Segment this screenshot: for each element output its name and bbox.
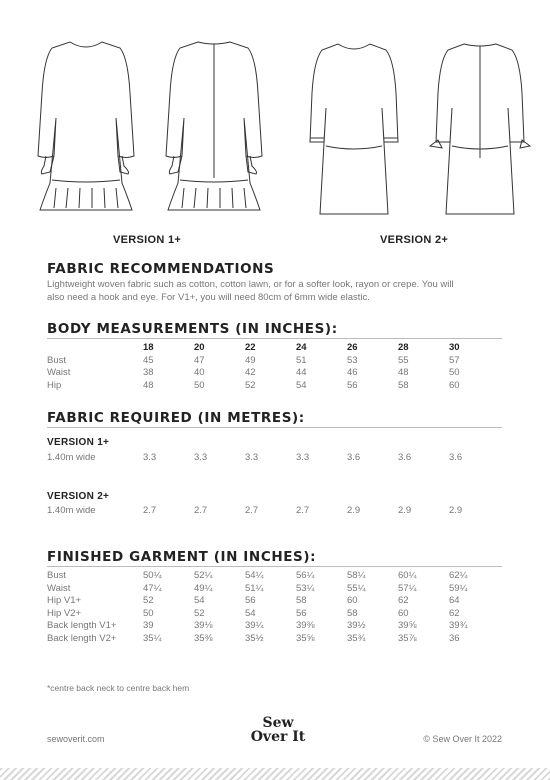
row-label: Hip V2+ <box>47 607 82 619</box>
divider <box>47 338 502 339</box>
row-label: Back length V1+ <box>47 620 117 631</box>
value-cell: 62 <box>449 607 460 619</box>
value-cell: 35⅝ <box>296 632 315 644</box>
divider <box>47 566 502 567</box>
fabric-required-version-1-title: VERSION 1+ <box>47 437 110 448</box>
value-cell: 52 <box>194 607 205 619</box>
value-cell: 58 <box>398 379 409 391</box>
value-cell: 48 <box>398 367 409 378</box>
table-row <box>47 620 500 633</box>
body-measurements-heading: BODY MEASUREMENTS (IN INCHES): <box>47 321 338 337</box>
value-cell: 35⅞ <box>398 632 417 644</box>
table-row <box>47 452 500 465</box>
table-row <box>47 355 500 368</box>
version-2-label: VERSION 2+ <box>380 234 449 246</box>
value-cell: 35½ <box>245 632 264 644</box>
value-cell: 58 <box>296 595 307 606</box>
value-cell: 3.3 <box>194 452 208 463</box>
table-row <box>47 505 500 518</box>
table-row <box>47 633 500 646</box>
copyright: © Sew Over It 2022 <box>423 734 502 744</box>
value-cell: 39⅜ <box>296 620 315 631</box>
value-cell: 60 <box>398 607 409 619</box>
fabric-recommendations-line-1: Lightweight woven fabric such as cotton, cotton lawn, or for a softer look, rayon or crepe. You will <box>47 279 454 290</box>
value-cell: 3.3 <box>245 452 259 463</box>
size-cell: 18 <box>143 342 154 353</box>
size-cell: 20 <box>194 342 205 353</box>
value-cell: 60¼ <box>398 570 417 581</box>
value-cell: 3.3 <box>296 452 310 463</box>
row-label: 1.40m wide <box>47 452 96 463</box>
table-row <box>47 570 500 583</box>
value-cell: 50 <box>143 607 154 619</box>
value-cell: 39¾ <box>449 620 468 631</box>
value-cell: 55 <box>398 354 409 366</box>
brand-logo <box>248 716 308 744</box>
value-cell: 2.7 <box>245 505 259 516</box>
fabric-required-version-2-title: VERSION 2+ <box>47 491 110 502</box>
value-cell: 35¼ <box>143 632 162 644</box>
value-cell: 57 <box>449 354 460 366</box>
row-label: Bust <box>47 570 67 581</box>
value-cell: 54 <box>194 595 205 606</box>
value-cell: 59¼ <box>449 582 468 594</box>
value-cell: 49 <box>245 354 256 366</box>
footer-stripe <box>0 768 550 780</box>
row-label: Waist <box>47 582 71 594</box>
row-label: Hip <box>47 379 62 391</box>
value-cell: 49¼ <box>194 582 213 594</box>
value-cell: 54 <box>245 607 256 619</box>
value-cell: 64 <box>449 595 460 606</box>
value-cell: 54 <box>296 379 307 391</box>
value-cell: 52 <box>143 595 154 606</box>
fabric-required-version-1-table <box>47 452 500 465</box>
value-cell: 39⅛ <box>194 620 213 631</box>
value-cell: 58¼ <box>347 570 366 581</box>
value-cell: 62 <box>398 595 409 606</box>
footnote: *centre back neck to centre back hem <box>47 683 190 693</box>
value-cell: 62¼ <box>449 570 468 581</box>
value-cell: 58 <box>347 607 358 619</box>
value-cell: 3.6 <box>398 452 412 463</box>
value-cell: 51¼ <box>245 582 264 594</box>
value-cell: 39 <box>143 620 154 631</box>
value-cell: 50¼ <box>143 570 162 581</box>
value-cell: 35¾ <box>347 632 366 644</box>
fabric-recommendations-text <box>47 278 507 304</box>
size-header-row <box>47 342 500 355</box>
value-cell: 52 <box>245 379 256 391</box>
table-row <box>47 595 500 608</box>
version-1-front-sketch <box>22 38 150 223</box>
value-cell: 40 <box>194 367 205 378</box>
value-cell: 38 <box>143 367 154 378</box>
size-cell: 28 <box>398 342 409 353</box>
finished-garment-heading: FINISHED GARMENT (IN INCHES): <box>47 549 317 565</box>
value-cell: 2.9 <box>449 505 463 516</box>
value-cell: 50 <box>194 379 205 391</box>
value-cell: 56¼ <box>296 570 315 581</box>
website-link[interactable]: sewoverit.com <box>47 734 105 744</box>
fabric-required-version-2-table <box>47 505 500 518</box>
value-cell: 2.9 <box>347 505 361 516</box>
version-2-back-sketch <box>416 38 544 223</box>
value-cell: 48 <box>143 379 154 391</box>
value-cell: 42 <box>245 367 256 378</box>
value-cell: 39½ <box>347 620 366 631</box>
value-cell: 45 <box>143 354 154 366</box>
row-label: Hip V1+ <box>47 595 82 606</box>
value-cell: 3.6 <box>449 452 463 463</box>
value-cell: 2.7 <box>296 505 310 516</box>
divider <box>47 427 502 428</box>
value-cell: 44 <box>296 367 307 378</box>
size-cell: 30 <box>449 342 460 353</box>
value-cell: 53 <box>347 354 358 366</box>
table-row <box>47 583 500 596</box>
fabric-recommendations-heading: FABRIC RECOMMENDATIONS <box>47 261 275 277</box>
value-cell: 60 <box>347 595 358 606</box>
table-row <box>47 380 500 393</box>
value-cell: 2.7 <box>143 505 157 516</box>
value-cell: 53¼ <box>296 582 315 594</box>
value-cell: 35⅜ <box>194 632 213 644</box>
table-row <box>47 608 500 621</box>
value-cell: 54¼ <box>245 570 264 581</box>
value-cell: 46 <box>347 367 358 378</box>
value-cell: 36 <box>449 632 460 644</box>
value-cell: 47¼ <box>143 582 162 594</box>
value-cell: 56 <box>296 607 307 619</box>
size-cell: 24 <box>296 342 307 353</box>
value-cell: 57¼ <box>398 582 417 594</box>
value-cell: 52¼ <box>194 570 213 581</box>
fabric-required-heading: FABRIC REQUIRED (IN METRES): <box>47 410 305 426</box>
size-cell: 22 <box>245 342 256 353</box>
row-label: Waist <box>47 367 71 378</box>
value-cell: 2.7 <box>194 505 208 516</box>
value-cell: 2.9 <box>398 505 412 516</box>
value-cell: 39¼ <box>245 620 264 631</box>
version-1-label: VERSION 1+ <box>113 234 182 246</box>
value-cell: 60 <box>449 379 460 391</box>
table-row <box>47 367 500 380</box>
version-2-front-sketch <box>290 38 418 223</box>
row-label: Back length V2+ <box>47 632 117 644</box>
logo-line-2: Over It <box>250 729 306 745</box>
value-cell: 39⅝ <box>398 620 417 631</box>
value-cell: 47 <box>194 354 205 366</box>
size-cell: 26 <box>347 342 358 353</box>
value-cell: 3.3 <box>143 452 157 463</box>
version-1-back-sketch <box>150 38 278 223</box>
logo-line-1: Sew <box>262 715 294 731</box>
value-cell: 51 <box>296 354 307 366</box>
value-cell: 50 <box>449 367 460 378</box>
body-measurements-table <box>47 342 500 392</box>
row-label: Bust <box>47 354 67 366</box>
finished-garment-table <box>47 570 500 645</box>
value-cell: 56 <box>347 379 358 391</box>
fabric-recommendations-line-2: also need a hook and eye. For V1+, you will need 80cm of 6mm wide elastic. <box>47 292 370 303</box>
row-label: 1.40m wide <box>47 505 96 516</box>
value-cell: 3.6 <box>347 452 361 463</box>
value-cell: 55¼ <box>347 582 366 594</box>
value-cell: 56 <box>245 595 256 606</box>
